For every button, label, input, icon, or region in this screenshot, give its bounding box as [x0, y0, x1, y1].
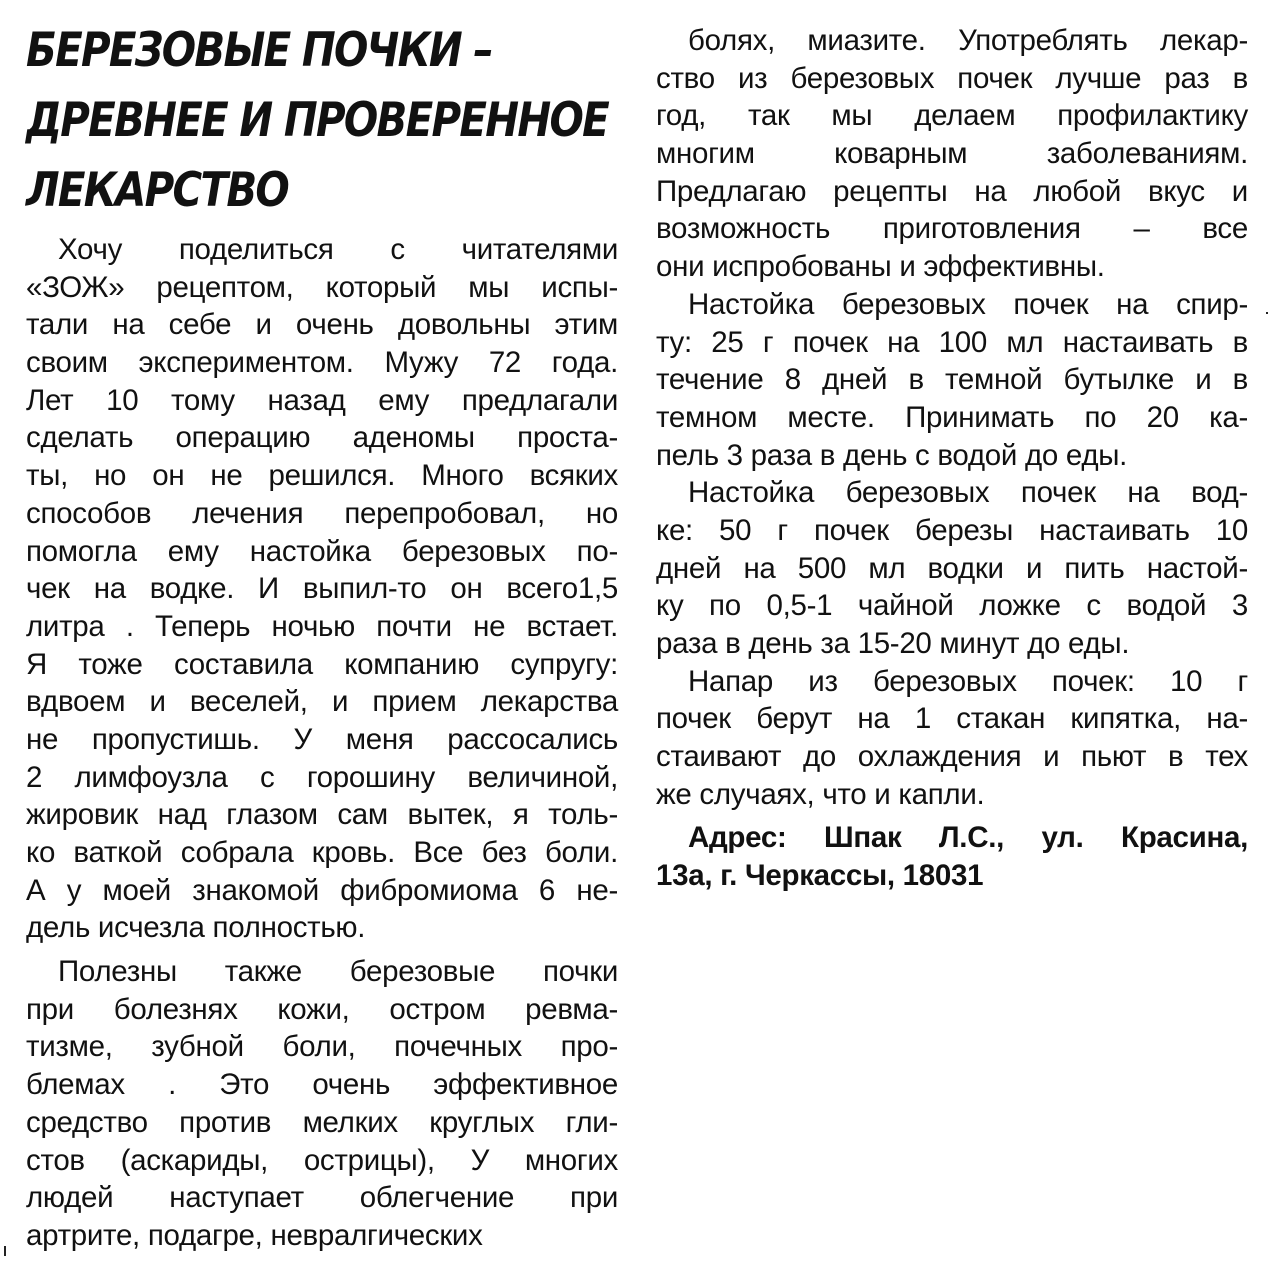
text-line: ко ваткой собрала кровь. Все без боли.	[26, 836, 618, 869]
text-line: Напар из березовых почек: 10 г	[688, 664, 1248, 698]
text-line: «ЗОЖ» рецептом, который мы испы-	[26, 270, 618, 304]
text-line: своим экспериментом. Мужу 72 года.	[26, 346, 618, 380]
address-line: 13а, г. Черкассы, 18031	[656, 859, 984, 893]
text-line: болях, миазите. Употреблять лекар-	[688, 24, 1248, 57]
paragraph	[656, 22, 1248, 286]
scan-speck	[4, 1246, 6, 1256]
text-line: ке: 50 г почек березы настаивать 10	[656, 513, 1248, 547]
text-line: они испробованы и эффективны.	[656, 250, 1105, 284]
text-line: артрите, подагре, невралгических	[26, 1218, 483, 1252]
text-line: А у моей знакомой фибромиома 6 не-	[26, 873, 618, 907]
text-line: чек на водке. И выпил-то он всего1,5	[26, 572, 618, 606]
text-line: Настойка березовых почек на вод-	[688, 476, 1248, 510]
text-line: Хочу поделиться с читателями	[58, 233, 618, 266]
text-line: возможность приготовления – все	[656, 212, 1248, 246]
text-line: раза в день за 15-20 минут до еды.	[656, 627, 1130, 660]
text-line: 2 лимфоузла с горошину величиной,	[26, 760, 618, 794]
right-body	[656, 22, 1248, 895]
scan-speck	[1266, 312, 1268, 314]
paragraph	[656, 474, 1248, 662]
text-line: не пропустишь. У меня рассосались	[26, 722, 618, 756]
text-line: сделать операцию аденомы проста-	[26, 421, 618, 455]
text-line: при болезнях кожи, остром ревма-	[26, 992, 618, 1026]
text-line: многим коварным заболеваниям.	[656, 137, 1248, 171]
paragraph	[26, 231, 618, 947]
text-line: тизме, зубной боли, почечных про-	[26, 1030, 618, 1064]
right-column	[656, 0, 1248, 895]
article-title	[26, 16, 609, 226]
text-line: дней на 500 мл водки и пить настой-	[656, 551, 1248, 585]
address-line: Адрес: Шпак Л.С., ул. Красина,	[688, 821, 1248, 855]
text-line: стов (аскариды, острицы), У многих	[26, 1143, 618, 1177]
text-line: блемах . Это очень эффективное	[26, 1068, 618, 1102]
text-line: дель исчезла полностью.	[26, 911, 366, 945]
text-line: литра . Теперь ночью почти не встает.	[26, 609, 618, 643]
title-line: ЛЕКАРСТВО	[26, 163, 289, 218]
text-line: же случаях, что и капли.	[656, 777, 985, 811]
text-line: жировик над глазом сам вытек, я толь-	[26, 798, 618, 832]
author-address	[656, 819, 1248, 894]
text-line: темном месте. Принимать по 20 ка-	[656, 400, 1248, 434]
paragraph	[656, 663, 1248, 814]
text-line: почек берут на 1 стакан кипятка, на-	[656, 702, 1248, 736]
text-line: ты, но он не решился. Много всяких	[26, 459, 618, 493]
title-line: БЕРЕЗОВЫЕ ПОЧКИ –	[26, 23, 492, 78]
left-column	[26, 0, 618, 1255]
text-line: вдвоем и веселей, и прием лекарства	[26, 685, 618, 719]
text-line: Настойка березовых почек на спир-	[688, 287, 1248, 321]
text-line: ту: 25 г почек на 100 мл настаивать в	[656, 325, 1248, 359]
text-line: тали на себе и очень довольны этим	[26, 308, 618, 342]
paragraph	[26, 953, 618, 1255]
left-body	[26, 231, 618, 1255]
text-line: ку по 0,5-1 чайной ложке с водой 3	[656, 589, 1248, 623]
text-line: средство против мелких круглых гли-	[26, 1105, 618, 1139]
title-line: ДРЕВНЕЕ И ПРОВЕРЕННОЕ	[26, 93, 609, 148]
text-line: пель 3 раза в день с водой до еды.	[656, 438, 1128, 472]
text-line: ство из березовых почек лучше раз в	[656, 61, 1248, 95]
text-line: стаивают до охлаждения и пьют в тех	[656, 740, 1248, 774]
text-line: Лет 10 тому назад ему предлагали	[26, 383, 618, 417]
text-line: Предлагаю рецепты на любой вкус и	[656, 174, 1248, 208]
text-line: способов лечения перепробовал, но	[26, 496, 618, 530]
text-line: Я тоже составила компанию супругу:	[26, 647, 618, 681]
text-line: течение 8 дней в темной бутылке и в	[656, 363, 1248, 397]
text-line: людей наступает облегчение при	[26, 1181, 618, 1215]
paragraph	[656, 286, 1248, 474]
text-line: помогла ему настойка березовых по-	[26, 534, 618, 568]
text-line: год, так мы делаем профилактику	[656, 99, 1248, 133]
text-line: Полезны также березовые почки	[58, 955, 618, 989]
